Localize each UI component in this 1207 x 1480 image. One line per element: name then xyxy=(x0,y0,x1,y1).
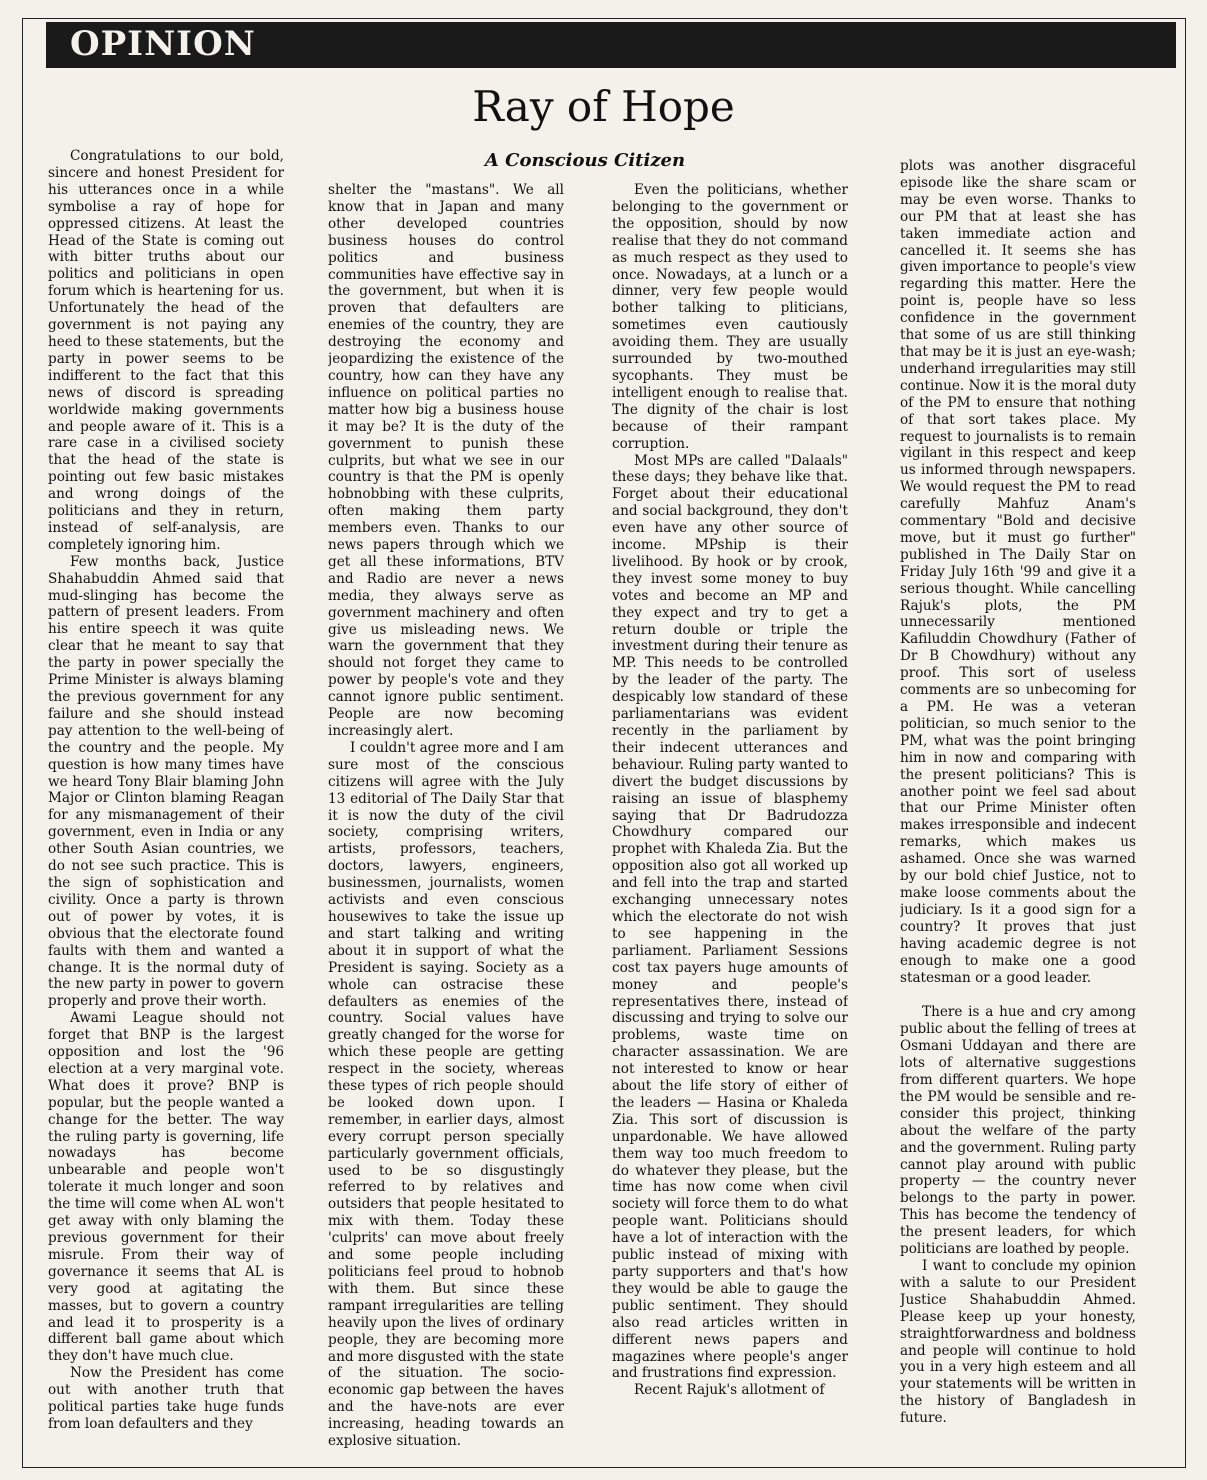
paragraph: plots was another disgraceful episode like the share scam or may be even worse. Thanks to our PM that at least she has taken immediate action and cancelled it. It seems she has given importance to people's view regarding this matter. Here the point is, people have so less confidence in the government that some of us are still thinking that may be it is just an eye-wash; underhand irregularities may still continue. Now it is the moral duty of the PM to ensure that nothing of that sort takes place. My request to journalists is to remain vigilant in this respect and keep us informed through newspapers. We would request the PM to read carefully Mahfuz Anam's commentary "Bold and decisive move, but it must go further" published in The Daily Star on Friday July 16th '99 and give it a serious thought. While cancelling Rajuk's plots, the PM unnecessarily mentioned Kafiluddin Chowdhury (Father of Dr B Chowdhury) without any proof. This sort of useless comments are so unbecoming for a PM. He was a veteran politician, so much senior to the PM, what was the point bringing him in now and comparing with the present politicians? This is another point we feel sad about that our Prime Minister often makes irresponsible and indecent remarks, which makes us ashamed. Once she was warned by our bold chief Justice, not to make loose comments about the judiciary. Is it a good sign for a country? It proves that just having academic degree is not enough to make one a good statesman or a good leader. xyxy=(900,158,1136,986)
paragraph: shelter the "mastans". We all know that in Japan and many other developed countries business houses do control politics and business communities have effective say in the government, but when it is proven that defaulters are enemies of the country, they are destroying the economy and jeopardizing the existence of the country, how can they have any influence on political parties no matter how big a business house it may be? It is the duty of the government to punish these culprits, but what we see in our country is that the PM is openly hobnobbing with these culprits, often making them party members even. Thanks to our news papers through which we get all these informations, BTV and Radio are never a news media, they always serve as government machinery and often give us misleading news. We warn the government that they should not forget they came to power by people's vote and they cannot ignore public sentiment. People are now becoming increasingly alert. xyxy=(328,182,564,739)
section-label: OPINION xyxy=(70,24,256,64)
byline: A Conscious Citizen xyxy=(484,150,686,171)
paragraph: Few months back, Justice Shahabuddin Ahmed said that mud-slinging has become the pattern of present leaders. From his entire speech it was quite clear that he meant to say that the party in power specially the Prime Minister is always blaming the previous government for any failure and she should instead pay attention to the well-being of the country and the people. My question is how many times have we heard Tony Blair blaming John Major or Clinton blaming Reagan for any mismanagement of their government, even in India or any other South Asian countries, we do not see such practice. This is the sign of sophistication and civility. Once a party is thrown out of power by votes, it is obvious that the electorate found faults with them and wanted a change. It is the normal duty of the new party in power to govern properly and prove their worth. xyxy=(48,553,284,1010)
paragraph: There is a hue and cry among public about the felling of trees at Osmani Uddayan and there are lots of alternative suggestions from different quarters. We hope the PM would be sensible and re-consider this project, thinking about the welfare of the party and the government. Ruling party cannot play around with public property — the country never belongs to the party in power. This has become the tendency of the present leaders, for which politicians are loathed by people. xyxy=(900,1004,1136,1258)
article-column-3 xyxy=(612,182,848,1458)
paragraph: Awami League should not forget that BNP is the largest opposition and lost the '96 election at a very marginal vote. What does it prove? BNP is popular, but the people wanted a change for the better. The way the ruling party is governing, life nowadays has become unbearable and people won't tolerate it much longer and soon the time will come when AL won't get away with only blaming the previous government for their misrule. From their way of governance it seems that AL is very good at agitating the masses, but to govern a country and lead it to prosperity is a different ball game about which they don't have much clue. xyxy=(48,1010,284,1365)
article-column-1 xyxy=(48,148,284,1458)
paragraph: Recent Rajuk's allotment of xyxy=(634,1382,825,1399)
headline: Ray of Hope xyxy=(472,82,735,131)
paragraph: Congratulations to our bold, sincere and honest President for his utterances once in a while symbolise a ray of hope for oppressed citizens. At least the Head of the State is coming out with bitter truths about our politics and politicians in open forum which is heartening for us. Unfortunately the head of the government is not paying any heed to these statements, but the party in power seems to be indifferent to the fact that this news of discord is spreading worldwide making governments and people aware of it. This is a rare case in a civilised society that the head of the state is pointing out few basic mistakes and wrong doings of the politicians and they in return, instead of self-analysis, are completely ignoring him. xyxy=(48,148,284,553)
paragraph: Now the President has come out with another truth that political parties take huge funds from loan defaulters and they xyxy=(48,1365,284,1432)
paragraph: I want to conclude my opinion with a salute to our President Justice Shahabuddin Ahmed. Please keep up your honesty, straightforwardness and boldness and people will continue to hold you in a very high esteem and all your statements will be written in the history of Bangladesh in future. xyxy=(900,1258,1136,1427)
section-banner xyxy=(46,22,1176,68)
paragraph: Most MPs are called "Dalaals" these days; they behave like that. Forget about their educational and social background, they don't even have any other source of income. MPship is their livelihood. By hook or by crook, they invest some money to buy votes and become an MP and they expect and try to get a return double or triple the investment during their tenure as MP. This needs to be controlled by the leader of the party. The despicably low standard of these parliamentarians was evident recently in the parliament by their indecent utterances and behaviour. Ruling party wanted to divert the budget discussions by raising an issue of blasphemy saying that Dr Badrudozza Chowdhury compared our prophet with Khaleda Zia. But the opposition also got all worked up and fell into the trap and started exchanging unnecessary notes which the electorate do not wish to see happening in the parliament. Parliament Sessions cost tax payers huge amounts of money and people's representatives there, instead of discussing and trying to solve our problems, waste time on character assassination. We are not interested to know or hear about the life story of either of the leaders — Hasina or Khaleda Zia. This sort of discussion is unpardonable. We have allowed them way too much freedom to do whatever they please, but the time has now come when civil society will force them to do what people want. Politicians should have a lot of interaction with the public instead of mixing with party supporters and that's how they would be able to gauge the public sentiment. They should also read articles written in different news papers and magazines where people's anger and frustrations find expression. xyxy=(612,452,848,1382)
article-column-2 xyxy=(328,182,564,1458)
paragraph: Even the politicians, whether belonging to the government or the opposition, should by now realise that they do not command as much respect as they used to once. Nowadays, at a lunch or a dinner, very few people would bother talking to pliticians, sometimes even cautiously avoiding them. They are usually surrounded by two-mouthed sycophants. They must be intelligent enough to realise that. The dignity of the chair is lost because of their rampant corruption. xyxy=(612,182,848,452)
paragraph: I couldn't agree more and I am sure most of the conscious citizens will agree with the July 13 editorial of The Daily Star that it is now the duty of the civil society, comprising writers, artists, professors, teachers, doctors, lawyers, engineers, businessmen, journalists, women activists and even conscious housewives to take the issue up and start talking and writing about it in support of what the President is saying. Society as a whole can ostracise these defaulters as enemies of the country. Social values have greatly changed for the worse for which these people are getting respect in the society, whereas these types of rich people should be looked down upon. I remember, in earlier days, almost every corrupt person specially particularly government officials, used to be so disgustingly referred to by relatives and outsiders that people hesitated to mix with them. Today these 'culprits' can move about freely and some people including politicians feel proud to hobnob with them. But since these rampant irregularities are telling heavily upon the lives of ordinary people, they are becoming more and more disgusted with the state of the situation. The socio-economic gap between the haves and the have-nots are ever increasing, heading towards an explosive situation. xyxy=(328,739,564,1450)
article-column-4 xyxy=(900,158,1136,1458)
